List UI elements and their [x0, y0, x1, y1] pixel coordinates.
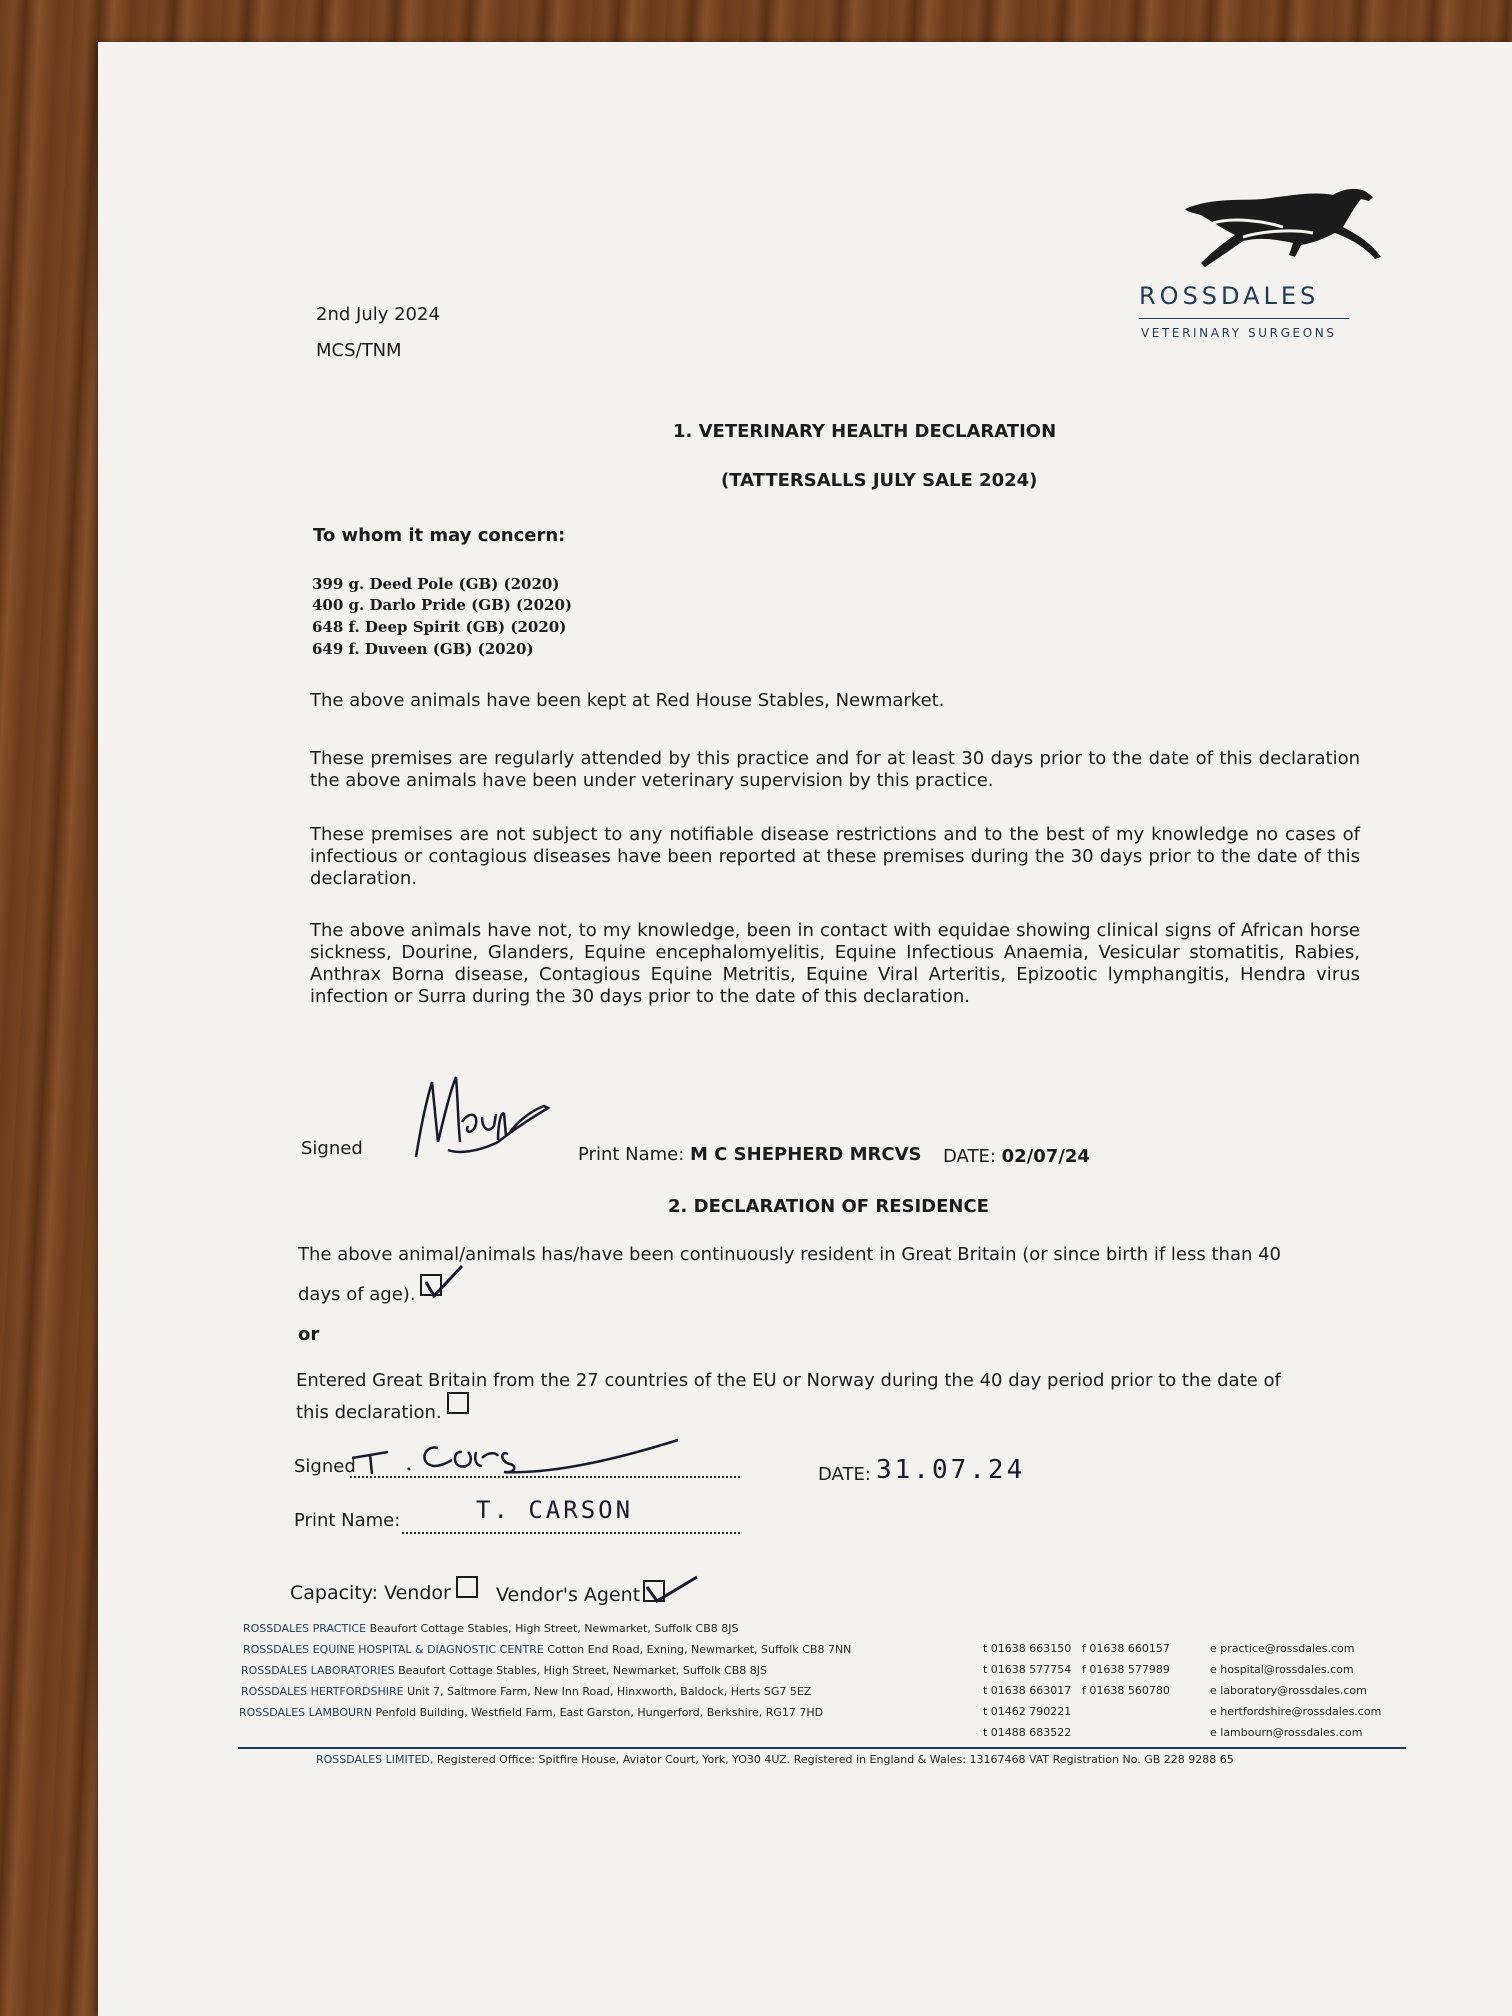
entered-from-eu-checkbox[interactable] [447, 1392, 469, 1414]
paragraph-supervision: These premises are regularly attended by this practice and for at least 30 days prior to the date of this declaration the above animals have been under veterinary supervision by this practice. [310, 748, 1360, 791]
vet-signature [398, 1062, 558, 1172]
footer-email: e hospital@rossdales.com [1210, 1663, 1354, 1676]
vet-print-name-label: Print Name: [578, 1144, 685, 1165]
vendor-signature [348, 1422, 718, 1482]
footer-address-text: Cotton End Road, Exning, Newmarket, Suffolk CB8 7NN [547, 1643, 852, 1656]
footer-address-text: Beaufort Cottage Stables, High Street, Newmarket, Suffolk CB8 8JS [398, 1664, 768, 1677]
footer-address-text: Penfold Building, Westfield Farm, East Garston, Hungerford, Berkshire, RG17 7HD [375, 1706, 824, 1719]
footer-phone: t 01488 683522 [983, 1726, 1072, 1739]
letter-date: 2nd July 2024 [316, 304, 440, 325]
vendor-print-name-value: T. CARSON [476, 1496, 634, 1524]
section1-title: 1. VETERINARY HEALTH DECLARATION [673, 421, 1057, 442]
vendor-print-name-line [402, 1532, 740, 1534]
capacity-vendor-checkbox[interactable] [456, 1576, 478, 1598]
footer-address-text: Unit 7, Saltmore Farm, New Inn Road, Hinxworth, Baldock, Herts SG7 5EZ [407, 1685, 812, 1698]
animal-item: 400 g. Darlo Pride (GB) (2020) [312, 596, 573, 614]
vendor-date-value: 31.07.24 [876, 1455, 1026, 1485]
footer-email: e practice@rossdales.com [1210, 1642, 1355, 1655]
footer-address-name: ROSSDALES HERTFORDSHIRE [241, 1685, 404, 1698]
residence-option2-line2: this declaration. [296, 1402, 442, 1423]
footer-email: e hertfordshire@rossdales.com [1210, 1705, 1382, 1718]
salutation: To whom it may concern: [313, 525, 566, 546]
footer-company-name: ROSSDALES LIMITED, [316, 1753, 434, 1766]
footer-phone: t 01638 577754 [983, 1663, 1072, 1676]
logo-tagline: VETERINARY SURGEONS [1141, 326, 1337, 340]
capacity-agent-label: Vendor's Agent [496, 1584, 641, 1606]
footer-address-name: ROSSDALES LAMBOURN [239, 1706, 372, 1719]
footer-address-name: ROSSDALES EQUINE HOSPITAL & DIAGNOSTIC CENTRE [243, 1643, 544, 1656]
footer-address-text: Beaufort Cottage Stables, High Street, Newmarket, Suffolk CB8 8JS [369, 1622, 739, 1635]
or-label: or [298, 1324, 320, 1345]
vet-date-label: DATE: [943, 1146, 996, 1167]
footer-company-info [316, 1753, 1234, 1766]
footer-address-name: ROSSDALES PRACTICE [243, 1622, 367, 1635]
footer-address-row [243, 1643, 851, 1656]
footer-address-row [241, 1664, 767, 1677]
residence-option1-line1: The above animal/animals has/have been continuously resident in Great Britain (or since birth if less than 40 [298, 1244, 1282, 1265]
checkmark-icon [641, 1567, 701, 1612]
capacity-vendor-label: Capacity: Vendor [290, 1582, 451, 1604]
residence-option2-line1: Entered Great Britain from the 27 countries of the EU or Norway during the 40 day period prior to the date of [296, 1370, 1281, 1391]
footer-address-row [241, 1685, 811, 1698]
paragraph-disease-restrictions: These premises are not subject to any notifiable disease restrictions and to the best of my knowledge no cases of infectious or contagious diseases have been reported at these premises during the 30 days prior to the date of this declaration. [310, 824, 1360, 889]
footer-address-name: ROSSDALES LABORATORIES [241, 1664, 395, 1677]
vendor-print-name-label: Print Name: [294, 1510, 401, 1531]
footer-phone: t 01462 790221 [983, 1705, 1072, 1718]
declaration-letter [98, 42, 1512, 2016]
residence-option1-line2: days of age). [298, 1284, 416, 1305]
vendor-date-label: DATE: [818, 1464, 871, 1485]
vendor-signed-label: Signed [294, 1456, 356, 1477]
footer-email: e lambourn@rossdales.com [1210, 1726, 1363, 1739]
animal-item: 649 f. Duveen (GB) (2020) [312, 640, 534, 658]
footer-phone: t 01638 663150 [983, 1642, 1072, 1655]
paragraph-premises: The above animals have been kept at Red House Stables, Newmarket. [310, 690, 945, 711]
footer-company-text: Registered Office: Spitfire House, Aviator Court, York, YO30 4UZ. Registered in England & Wales: 13167468 VAT Registration No. GB 228 9288 65 [436, 1753, 1234, 1766]
animal-item: 648 f. Deep Spirit (GB) (2020) [312, 618, 567, 636]
vet-date-value: 02/07/24 [1001, 1146, 1090, 1167]
letter-reference: MCS/TNM [316, 340, 402, 361]
section2-title: 2. DECLARATION OF RESIDENCE [668, 1196, 989, 1217]
footer-divider [238, 1747, 1406, 1749]
footer-address-row [239, 1706, 823, 1719]
vet-signed-label: Signed [301, 1138, 363, 1159]
footer-phone: t 01638 663017 [983, 1684, 1072, 1697]
vet-print-name-value: M C SHEPHERD MRCVS [690, 1144, 922, 1165]
checkmark-icon [418, 1260, 468, 1305]
footer-fax: f 01638 560780 [1082, 1684, 1170, 1697]
galloping-horse-icon [1183, 187, 1393, 277]
logo-name: ROSSDALES [1139, 282, 1320, 310]
logo-divider [1139, 318, 1349, 319]
animal-item: 399 g. Deed Pole (GB) (2020) [312, 575, 560, 593]
footer-email: e laboratory@rossdales.com [1210, 1684, 1367, 1697]
footer-address-row [243, 1622, 738, 1635]
section1-subtitle: (TATTERSALLS JULY SALE 2024) [721, 470, 1038, 491]
footer-fax: f 01638 577989 [1082, 1663, 1170, 1676]
footer-fax: f 01638 660157 [1082, 1642, 1170, 1655]
paragraph-contact-declaration: The above animals have not, to my knowledge, been in contact with equidae showing clinical signs of African horse sickness, Dourine, Glanders, Equine encephalomyelitis, Equine Infectious Anaemia, Vesicular stomatitis, Rabies, Anthrax Borna disease, Contagious Equine Metritis, Equine Viral Arteritis, Epizootic lymphangitis, Hendra virus infection or Surra during the 30 days prior to the date of this declaration. [310, 920, 1360, 1007]
